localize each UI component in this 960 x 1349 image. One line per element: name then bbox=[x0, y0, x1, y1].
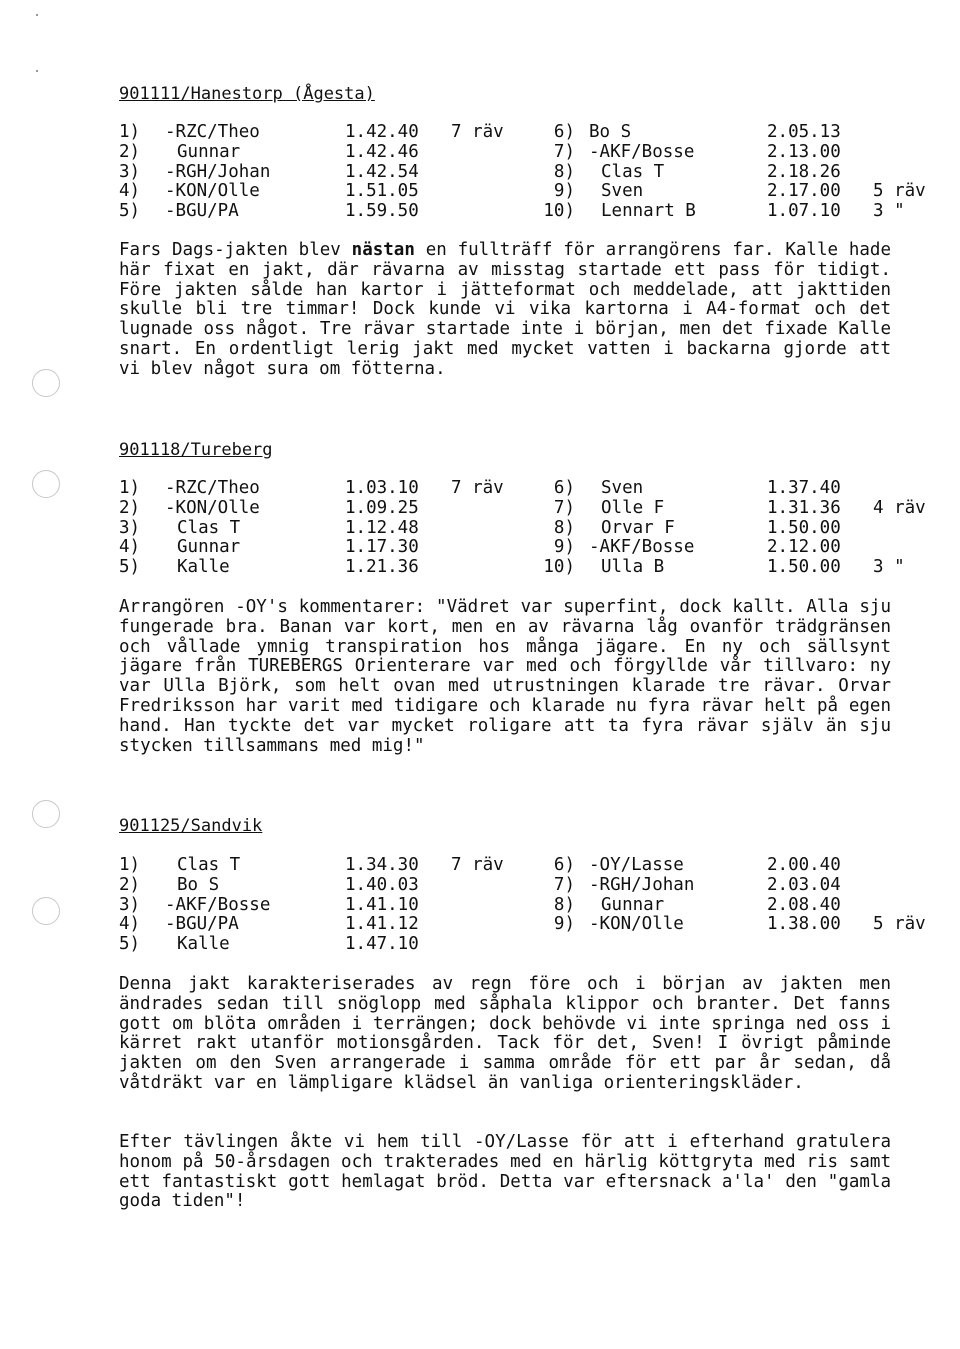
position: 2) bbox=[119, 141, 141, 162]
fox-count: 7 räv bbox=[451, 855, 504, 875]
time: 1.59.50 bbox=[345, 201, 419, 222]
hunter-name: -KON/Olle bbox=[589, 914, 684, 935]
time: 1.42.54 bbox=[345, 161, 419, 182]
position: 3) bbox=[119, 161, 141, 182]
position: 4) bbox=[119, 914, 141, 935]
fox-count: 4 räv bbox=[873, 497, 926, 518]
table-row bbox=[119, 163, 933, 183]
hunter-name: -OY/Lasse bbox=[589, 855, 684, 875]
position: 1) bbox=[119, 855, 141, 875]
report-paragraph: Efter tävlingen åkte vi hem till -OY/Lasse för att i efterhand gratulera honom på 50-årsdagen och trakterades med en härlig köttgryta med ris samt ett fantastiskt gott hemlagat bröd. Detta var eftersnack a'la' den "gamla goda tiden"! bbox=[119, 1132, 891, 1212]
time: 1.09.25 bbox=[345, 497, 419, 518]
hunter-name: -AKF/Bosse bbox=[589, 537, 695, 558]
hunter-name: -RGH/Johan bbox=[165, 161, 271, 182]
fox-count: 7 räv bbox=[451, 478, 504, 498]
hunter-name: Bo S bbox=[589, 122, 632, 142]
position: 5) bbox=[119, 934, 141, 955]
fox-count bbox=[451, 499, 523, 519]
time: 1.34.30 bbox=[345, 855, 419, 875]
hunter-name: Kalle bbox=[177, 557, 230, 578]
position: 2) bbox=[119, 497, 141, 518]
hunter-name: Gunnar bbox=[177, 537, 241, 558]
table-row bbox=[119, 876, 933, 896]
report-paragraph: Arrangören -OY's kommentarer: "Vädret var superfint, dock kallt. Alla sju fungerade bra. Banan var kort, men en av rävarna låg ovanför trädgränsen och vållade ymnig transpiration hos många jägare. En ny och sällsynt jägare från TUREBERGS Orienterare var med och förgyllde vår tillvaro: ny var Ulla Björk, som helt ovan med utrustningen klarade tre rävar. Orvar Fredriksson har varit med tidigare och klarade nu fyra rävar helt på egen hand. Han tyckte det var mycket roligare att ta fyra rävar själv än sju stycken tillsammans med mig!" bbox=[119, 597, 891, 756]
fox-count: 5 räv bbox=[873, 914, 926, 935]
time: 1.40.03 bbox=[345, 874, 419, 895]
hunter-name: Bo S bbox=[177, 874, 220, 895]
binder-hole bbox=[32, 897, 60, 925]
hunter-name: -AKF/Bosse bbox=[589, 141, 695, 162]
time: 2.18.26 bbox=[767, 161, 841, 182]
position: 7) bbox=[553, 497, 575, 518]
report-paragraph bbox=[119, 241, 891, 380]
hunter-name: -RZC/Theo bbox=[165, 478, 260, 498]
fox-count bbox=[873, 163, 933, 183]
fox-count bbox=[451, 519, 523, 539]
paragraph-text: en fullträff för arrangörens far. Kalle hade här fixat en jakt, där rävarna av misstag startade ett pass för tidigt. Före jakten sålde han kartor i jätteformat och meddelade, att jakttiden skulle bli tre timmar! Dock kunde vi vika kartorna i A4-format och det lugnade oss något. Tre rävar startade inte i början, men det fixade Kalle snart. En ordentligt lerig jakt med mycket vatten i backarna gjorde att vi blev något sura om fötterna. bbox=[119, 240, 891, 379]
table-row bbox=[119, 479, 933, 499]
table-row bbox=[119, 856, 933, 876]
time: 1.03.10 bbox=[345, 478, 419, 498]
position: 7) bbox=[553, 141, 575, 162]
time: 1.41.10 bbox=[345, 894, 419, 915]
paragraph-text: Fars Dags-jakten blev bbox=[119, 240, 352, 260]
time: 1.37.40 bbox=[767, 478, 841, 498]
binder-hole bbox=[32, 800, 60, 828]
position: 8) bbox=[553, 517, 575, 538]
emphasis-text: nästan bbox=[351, 240, 415, 260]
section-sandvik bbox=[119, 816, 894, 836]
section-heading: 901125/Sandvik bbox=[119, 816, 263, 836]
hunter-name: Ulla B bbox=[601, 557, 665, 578]
position: 9) bbox=[553, 181, 575, 202]
report-paragraph: Denna jakt karakteriserades av regn före och i början av jakten men ändrades sedan till snöglopp med såphala klippor och branter. Det fanns gott om blöta områden i terrängen; dock behövde vi inte springa ned oss i kärret rakt utanför motionsgården. Tack för det, Sven! I övrigt påminde jakten om den Sven arrangerade i samma område för ett par år sedan, då våtdräkt var en lämpligare klädsel än vanliga orienteringskläder. bbox=[119, 974, 891, 1093]
position: 6) bbox=[553, 122, 575, 142]
hunter-name: Sven bbox=[601, 478, 644, 498]
time: 1.50.00 bbox=[767, 517, 841, 538]
fox-count bbox=[451, 163, 523, 183]
time: 2.13.00 bbox=[767, 141, 841, 162]
hunter-name: -KON/Olle bbox=[165, 497, 260, 518]
hunter-name: Clas T bbox=[177, 517, 241, 538]
scan-speck bbox=[36, 70, 38, 72]
fox-count bbox=[451, 915, 523, 935]
time: 2.12.00 bbox=[767, 537, 841, 558]
time: 1.31.36 bbox=[767, 497, 841, 518]
time: 1.17.30 bbox=[345, 537, 419, 558]
table-row bbox=[119, 935, 933, 955]
time: 1.42.40 bbox=[345, 122, 419, 142]
table-row bbox=[119, 182, 933, 202]
position: 1) bbox=[119, 122, 141, 142]
time: 1.42.46 bbox=[345, 141, 419, 162]
hunter-name: -RGH/Johan bbox=[589, 874, 695, 895]
hunter-name: Clas T bbox=[177, 855, 241, 875]
section-heading: 901118/Tureberg bbox=[119, 440, 273, 460]
position: 9) bbox=[553, 537, 575, 558]
time: 1.21.36 bbox=[345, 557, 419, 578]
fox-count bbox=[451, 896, 523, 916]
position: 3) bbox=[119, 894, 141, 915]
position: 4) bbox=[119, 181, 141, 202]
fox-count bbox=[873, 123, 933, 143]
hunter-name: -KON/Olle bbox=[165, 181, 260, 202]
hunter-name: Kalle bbox=[177, 934, 230, 955]
position: 7) bbox=[553, 874, 575, 895]
table-row bbox=[119, 896, 933, 916]
fox-count bbox=[873, 856, 933, 876]
fox-count bbox=[873, 479, 933, 499]
fox-count bbox=[873, 143, 933, 163]
position: 10) bbox=[543, 557, 575, 578]
table-row bbox=[119, 202, 933, 222]
time: 1.38.00 bbox=[767, 914, 841, 935]
hunter-name: Orvar F bbox=[601, 517, 675, 538]
time: 1.50.00 bbox=[767, 557, 841, 578]
time: 1.47.10 bbox=[345, 934, 419, 955]
position: 1) bbox=[119, 478, 141, 498]
binder-hole bbox=[32, 369, 60, 397]
position: 5) bbox=[119, 201, 141, 222]
results-table bbox=[119, 123, 933, 222]
fox-count: 7 räv bbox=[451, 122, 504, 142]
table-row bbox=[119, 558, 933, 578]
position: 3) bbox=[119, 517, 141, 538]
fox-count bbox=[451, 876, 523, 896]
hunter-name: -AKF/Bosse bbox=[165, 894, 271, 915]
table-row bbox=[119, 538, 933, 558]
section-hanestorp bbox=[119, 84, 894, 104]
hunter-name: Olle F bbox=[601, 497, 665, 518]
section-tureberg bbox=[119, 440, 894, 460]
position: 6) bbox=[553, 478, 575, 498]
time: 2.03.04 bbox=[767, 874, 841, 895]
position: 5) bbox=[119, 557, 141, 578]
time: 1.41.12 bbox=[345, 914, 419, 935]
time: 1.12.48 bbox=[345, 517, 419, 538]
time: 1.07.10 bbox=[767, 201, 841, 222]
fox-count bbox=[873, 538, 933, 558]
fox-count bbox=[451, 182, 523, 202]
position: 9) bbox=[553, 914, 575, 935]
scan-speck bbox=[36, 14, 38, 16]
binder-hole bbox=[32, 470, 60, 498]
table-row bbox=[119, 143, 933, 163]
fox-count bbox=[873, 876, 933, 896]
hunter-name: -BGU/PA bbox=[165, 914, 239, 935]
time: 2.17.00 bbox=[767, 181, 841, 202]
section-heading: 901111/Hanestorp (Ågesta) bbox=[119, 84, 375, 104]
time: 2.00.40 bbox=[767, 855, 841, 875]
position: 4) bbox=[119, 537, 141, 558]
hunter-name: Clas T bbox=[601, 161, 665, 182]
position: 2) bbox=[119, 874, 141, 895]
time: 2.08.40 bbox=[767, 894, 841, 915]
time bbox=[767, 935, 873, 955]
hunter-name: -RZC/Theo bbox=[165, 122, 260, 142]
fox-count bbox=[451, 935, 523, 955]
fox-count bbox=[451, 538, 523, 558]
time: 2.05.13 bbox=[767, 122, 841, 142]
hunter-name: Lennart B bbox=[601, 201, 696, 222]
fox-count bbox=[451, 558, 523, 578]
position: 6) bbox=[553, 855, 575, 875]
table-row bbox=[119, 499, 933, 519]
position: 8) bbox=[553, 894, 575, 915]
table-row bbox=[119, 123, 933, 143]
position bbox=[523, 935, 589, 955]
table-row bbox=[119, 915, 933, 935]
time: 1.51.05 bbox=[345, 181, 419, 202]
hunter-name: -BGU/PA bbox=[165, 201, 239, 222]
position: 10) bbox=[543, 201, 575, 222]
fox-count: 3 " bbox=[873, 557, 905, 578]
hunter-name: Gunnar bbox=[601, 894, 665, 915]
results-table bbox=[119, 479, 933, 578]
fox-count: 3 " bbox=[873, 201, 905, 222]
hunter-name: Gunnar bbox=[177, 141, 241, 162]
fox-count bbox=[451, 202, 523, 222]
fox-count bbox=[873, 935, 933, 955]
fox-count bbox=[873, 519, 933, 539]
fox-count bbox=[451, 143, 523, 163]
table-row bbox=[119, 519, 933, 539]
fox-count: 5 räv bbox=[873, 181, 926, 202]
results-table bbox=[119, 856, 933, 955]
position: 8) bbox=[553, 161, 575, 182]
hunter-name: Sven bbox=[601, 181, 644, 202]
fox-count bbox=[873, 896, 933, 916]
hunter-name bbox=[589, 935, 767, 955]
